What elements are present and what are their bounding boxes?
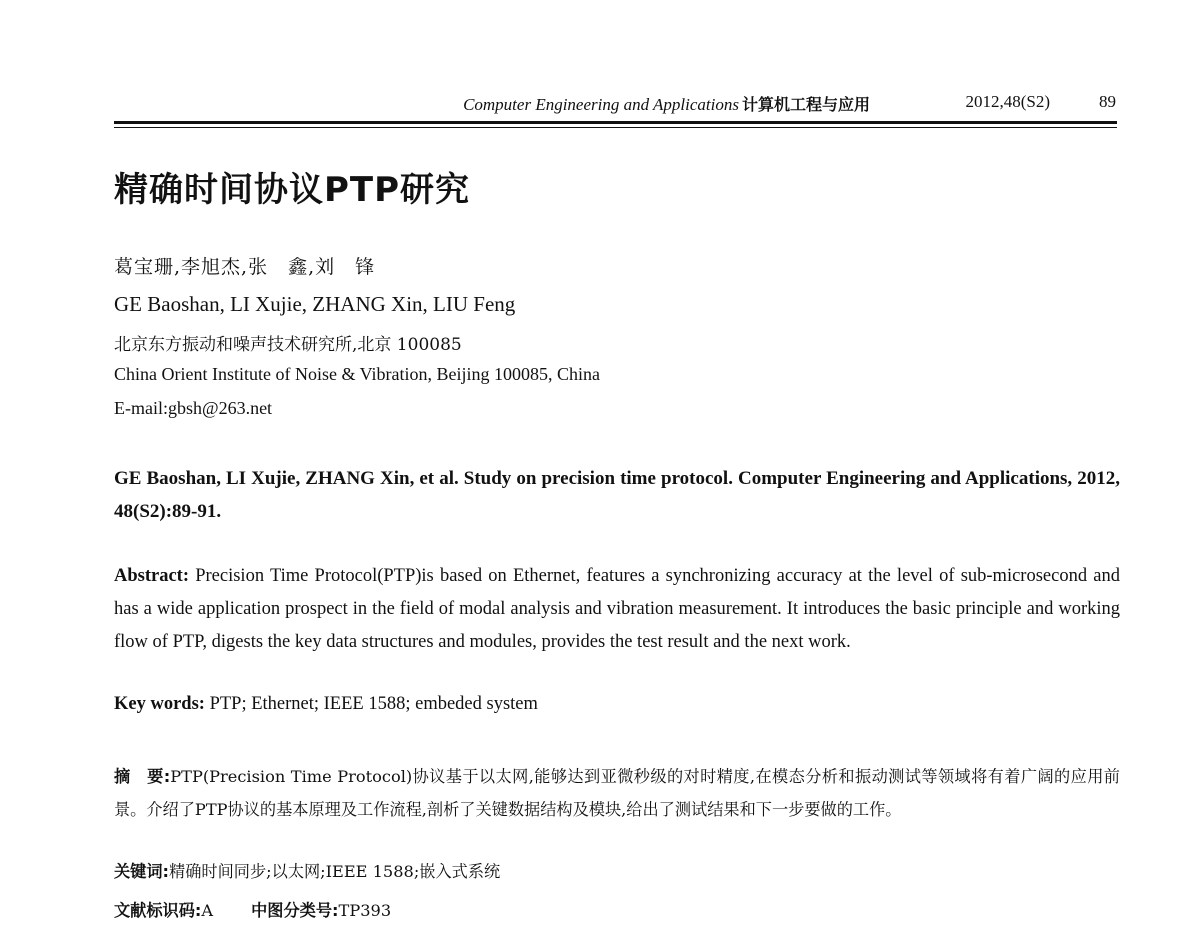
header-rule-thin: [114, 127, 1117, 128]
affiliation-chinese: 北京东方振动和噪声技术研究所,北京 100085: [114, 335, 462, 355]
header-rule-thick: [114, 121, 1117, 124]
doc-code: A: [201, 901, 214, 920]
class-number-label: 中图分类号:: [251, 901, 339, 920]
keywords-text: PTP; Ethernet; IEEE 1588; embeded system: [209, 694, 538, 714]
article-title: 精确时间协议PTP研究: [114, 170, 471, 210]
affiliation-english: China Orient Institute of Noise & Vibration, Beijing 100085, China: [114, 364, 601, 384]
abstract-chinese: [114, 760, 1120, 826]
volume-issue: 2012,48(S2): [965, 92, 1050, 111]
running-header: [114, 92, 1116, 116]
keywords-cn-text: 精确时间同步;以太网;IEEE 1588;嵌入式系统: [169, 862, 501, 881]
authors-english: GE Baoshan, LI Xujie, ZHANG Xin, LIU Feng: [114, 292, 516, 316]
authors-chinese: 葛宝珊,李旭杰,张 鑫,刘 锋: [114, 256, 376, 278]
journal-name: [463, 92, 870, 115]
classification-line: [114, 897, 391, 921]
journal-name-en: Computer Engineering and Applications: [463, 95, 739, 114]
doc-code-label: 文献标识码:: [114, 901, 202, 920]
keywords-cn-label: 关键词:: [114, 862, 170, 881]
page-number: 89: [1099, 92, 1116, 111]
journal-name-cn: 计算机工程与应用: [741, 95, 870, 114]
author-email: E-mail:gbsh@263.net: [114, 398, 273, 418]
citation: GE Baoshan, LI Xujie, ZHANG Xin, et al. Study on precision time protocol. Computer Engineering and Applications, 2012, 48(S2):89-91.: [114, 468, 1120, 522]
keywords-english: [114, 694, 538, 715]
class-number: TP393: [338, 901, 392, 920]
keywords-label: Key words:: [114, 694, 205, 714]
abstract-label: Abstract:: [114, 566, 190, 586]
abstract-cn-text: PTP(Precision Time Protocol)协议基于以太网,能够达到亚微秒级的对时精度,在模态分析和振动测试等领域将有着广阔的应用前景。介绍了PTP协议的基本原理及工作流程,剖析了关键数据结构及模块,给出了测试结果和下一步要做的工作。: [114, 767, 1120, 819]
keywords-chinese: [114, 858, 500, 882]
abstract-text: Precision Time Protocol(PTP)is based on Ethernet, features a synchronizing accuracy at the level of sub-microsecond and has a wide application prospect in the field of modal analysis and vibration measurement. It introduces the basic principle and working flow of PTP, digests the key data structures and modules, provides the test result and the next work.: [114, 566, 1120, 652]
abstract-english: [114, 560, 1120, 659]
abstract-cn-label: 摘 要:: [114, 767, 171, 786]
